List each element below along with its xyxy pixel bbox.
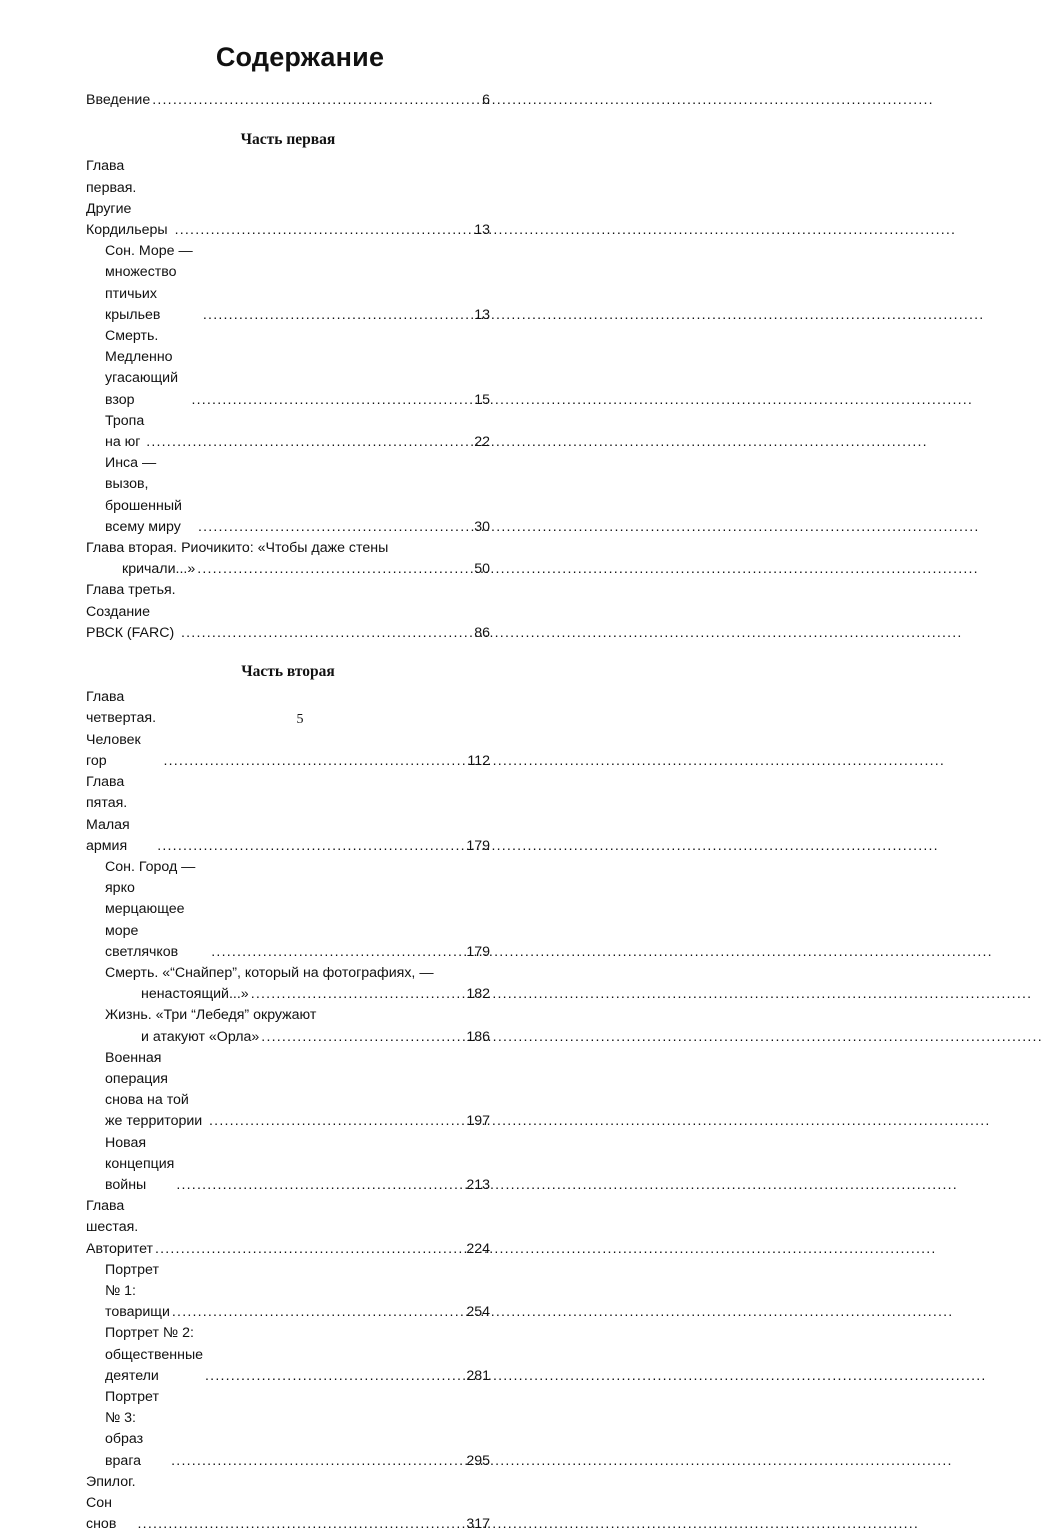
page-number: 5 <box>296 712 304 727</box>
toc-entry-label: Жизнь. «Три “Лебедя” окружают <box>105 1007 317 1024</box>
dot-leader <box>176 1175 464 1196</box>
toc-entry-label-continued: кричали...» <box>122 561 196 578</box>
toc-entry-page: 15 <box>474 391 490 408</box>
toc-entry-intro <box>86 90 490 111</box>
dot-leader <box>203 305 472 326</box>
toc-entry-label: Военная операция снова на той же территории <box>105 1049 203 1130</box>
dot-leader <box>198 517 472 538</box>
dot-leader <box>191 390 472 411</box>
dot-leader <box>261 1027 464 1048</box>
dot-leader <box>251 984 465 1005</box>
toc-entry-page: 317 <box>466 1516 490 1533</box>
toc-entry-label-continued: и атакуют «Орла» <box>141 1028 260 1045</box>
toc-entry-label: Сон. Город — ярко мерцающее море светлячков <box>105 858 196 960</box>
toc-entry-page: 281 <box>466 1367 490 1384</box>
toc-entry-label: Смерть. «“Снайпер”, который на фотографиях, — <box>105 964 434 981</box>
toc-entry <box>86 411 490 453</box>
toc-entry <box>86 1005 490 1047</box>
toc-entry-label: Тропа на юг <box>105 412 145 451</box>
toc-entry <box>86 1133 490 1197</box>
toc-entry-page: 13 <box>474 222 490 239</box>
toc-entry-page: 112 <box>467 752 490 769</box>
dot-leader <box>181 623 472 644</box>
dot-leader <box>172 1302 464 1323</box>
toc-entry <box>86 1196 490 1260</box>
toc-entry-page: 182 <box>466 986 490 1003</box>
toc-entry-label: Сон. Море — множество птичьих крыльев <box>105 243 193 323</box>
dot-leader <box>175 220 473 241</box>
toc-entry-page: 6 <box>482 92 490 108</box>
toc-entry-page: 22 <box>474 434 490 451</box>
part-two-heading: Часть вторая <box>241 663 335 681</box>
toc-entry-label: Смерть. Медленно угасающий взор <box>105 328 178 408</box>
toc-entry-label: Глава первая. Другие Кордильеры <box>86 158 168 239</box>
toc-entry <box>86 538 490 580</box>
dot-leader <box>138 1514 465 1535</box>
toc-entry-label: Глава третья. Создание РВСК (FARC) <box>86 582 176 641</box>
dot-leader <box>152 90 480 111</box>
toc-entry-page: 50 <box>474 561 490 578</box>
toc-entry-label: Портрет № 1: товарищи <box>105 1261 170 1321</box>
toc-entry <box>86 156 490 241</box>
toc-entry <box>86 580 490 644</box>
toc-entry-page: 295 <box>466 1452 490 1469</box>
toc-entry-label: Введение <box>86 92 151 108</box>
toc-entry-page: 213 <box>466 1176 490 1193</box>
dot-leader <box>155 1239 464 1260</box>
dot-leader <box>164 751 466 772</box>
toc-entry <box>86 241 490 326</box>
toc-entry <box>86 1472 490 1535</box>
toc-entry-page: 254 <box>466 1304 490 1321</box>
toc-entry <box>86 326 490 411</box>
toc-entry-page: 179 <box>466 837 490 854</box>
page-title: Содержание <box>215 42 385 72</box>
toc-entry-page: 186 <box>466 1028 490 1045</box>
dot-leader <box>171 1451 464 1472</box>
toc-entry-label-continued: ненастоящий...» <box>141 986 249 1003</box>
toc-entry-label: Эпилог. Сон снов <box>86 1473 136 1533</box>
toc-entry-label: Глава четвертая. Человек гор <box>86 689 157 769</box>
toc-entry <box>86 1048 490 1133</box>
toc-entry-page: 13 <box>474 306 490 323</box>
toc-entry-label: Портрет № 2: общественные деятели <box>105 1325 204 1384</box>
toc-entry-label: Глава шестая. Авторитет <box>86 1198 153 1257</box>
toc-entry <box>86 857 490 963</box>
dot-leader <box>211 942 464 963</box>
toc-entry-page: 197 <box>466 1113 490 1130</box>
dot-leader <box>146 432 472 453</box>
table-of-contents <box>86 90 490 1535</box>
dot-leader <box>209 1111 464 1132</box>
toc-entry <box>86 1260 490 1324</box>
toc-entry-page: 179 <box>466 943 490 960</box>
toc-entry-label: Портрет № 3: образ врага <box>105 1388 159 1469</box>
dot-leader <box>157 836 464 857</box>
toc-entry <box>86 1323 490 1387</box>
toc-entry-label: Глава пятая. Малая армия <box>86 774 130 854</box>
toc-entry-page: 30 <box>474 518 490 535</box>
toc-entry <box>86 453 490 538</box>
toc-entry-label: Инса — вызов, брошенный всему миру <box>105 455 182 535</box>
dot-leader <box>197 559 472 580</box>
toc-entry <box>86 772 490 857</box>
toc-entry <box>86 1387 490 1472</box>
part-one-heading: Часть первая <box>240 131 336 149</box>
toc-entry-page: 86 <box>474 624 490 641</box>
toc-entry-label: Новая концепция войны <box>105 1134 175 1193</box>
toc-entry <box>86 687 490 772</box>
toc-entry <box>86 963 490 1005</box>
toc-entry-label: Глава вторая. Риочикито: «Чтобы даже стены <box>86 540 389 557</box>
toc-entry-page: 224 <box>466 1240 490 1257</box>
dot-leader <box>205 1366 464 1387</box>
